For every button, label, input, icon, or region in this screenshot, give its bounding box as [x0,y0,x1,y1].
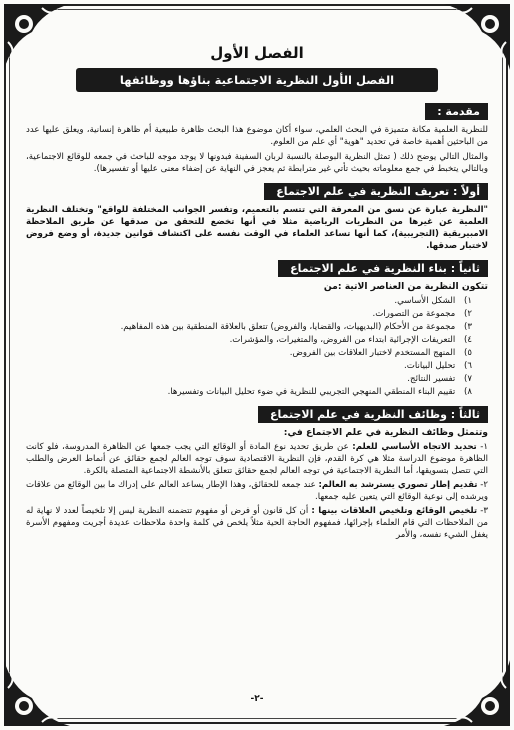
chapter-title: الفصل الأول [210,44,304,62]
section-heading-intro [26,100,488,120]
list-item-number: ٥) [464,348,472,358]
function-item [26,505,488,541]
function-item [26,441,488,477]
section-heading-label: أولاً : تعريف النظرية في علم الاجتماع [264,183,488,200]
list-item-number: ٢) [464,309,472,319]
list-item [26,386,472,398]
function-item-title: تحديد الاتجاه الأساسي للعلم: [352,442,477,452]
function-item-number: ٣- [480,506,489,516]
list-item-text: الشكل الأساسي. [394,296,456,306]
list-item-number: ٦) [464,361,472,371]
list-item-number: ١) [464,296,472,306]
list-item-number: ٣) [464,322,472,332]
list-item-text: تفسير النتائج. [407,374,456,384]
list-item [26,334,472,346]
function-item [26,479,488,503]
list-item-text: التعريفات الإجرائية ابتداء من الفروض، والمتغيرات، والمؤشرات. [229,335,456,345]
list-item-text: تقييم البناء المنطقي المنهجي التجريبي للنظرية في ضوء تحليل البيانات وتفسيرها. [167,387,456,397]
list-item-number: ٨) [464,387,472,397]
list-item [26,308,472,320]
function-item-title: تلخيص الوقائع وتلخيص العلاقات بينها : [311,506,478,516]
section-heading-definition [26,180,488,200]
list-item [26,347,472,359]
list-item [26,295,472,307]
intro-paragraph-1: للنظرية العلمية مكانة متميزة في البحث العلمي، سواء أكان موضوع هذا البحث ظاهرة طبيعية أم ظاهرة إنسانية، ويعلق عليها عدد من الباحثين أهمية خاصة في تحديد "هوية" أي علم من العلوم. [26,125,488,147]
section-heading-structure [26,257,488,277]
function-item-text: عن طريق تحديد نوع المادة أو الوقائع التي يجب جمعها عن الظاهرة المدروسة، فلو كانت الظاهرة موضوع الدراسة مثلا هي كرة القدم، فإن النظرية الاقتصادية سوف توجه العالم لجمع حقائق عن أنماط العرض والطلب التي تتصل بتسويقها، أما النظرية الاجتماعية في توجه العالم لجمع حقائق تتعلق بالأنشطة الاجتماعية المتصلة بالكرة. [26,442,488,476]
list-item [26,360,472,372]
page-content [26,40,488,706]
function-item-title: تقديم إطار تصوري يسترشد به العالم: [318,480,478,490]
section-heading-label: ثانياً : بناء النظرية في علم الاجتماع [278,260,488,277]
list-item-text: مجموعة من الأحكام (البديهيات، والقضايا، والفروض) تتعلق بالعلاقة المنطقية بين هذه المفاهيم. [120,322,456,332]
list-item-text: المنهج المستخدم لاختبار العلاقات بين الفروض. [289,348,456,358]
page-number: -٢- [250,694,264,704]
functions-lead: وتتمثل وظائف النظرية في علم الاجتماع في: [283,427,488,438]
structure-list [26,295,488,398]
list-item-number: ٧) [464,374,472,384]
structure-lead: تتكون النظرية من العناصر الاتية :من [323,281,488,292]
function-item-text: عند جمعه للحقائق، وهذا الإطار يساعد العالم على إدراك ما بين الوقائع من علاقات ويرشده إلى نوعية الوقائع التي يتعين عليه جمعها. [26,480,488,502]
intro-paragraph-2: والمثال التالي يوضح ذلك ( تمثل النظرية البوصلة بالنسبة لربان السفينة فبدونها لا يوجد موجه للباحث في جمعه للوقائع الاجتماعية، وبالتالي يتخبط في جمع معلوماته بحيث تأتي غير مترابطة ثم يعجز في النهاية عن إضفاء معنى عليها أو تفسيرها). [26,152,488,174]
list-item [26,373,472,385]
function-item-text: أن كل قانون أو فرض أو مفهوم تتضمنه النظرية ليس إلا تلخيصاً لعدد لا نهاية له من الملاحظات التي قام العلماء بإجرائها، فمفهوم الحاجة الحية مثلاً يلخص في كلمة واحدة ملاحظات عديدة أجريت ومفهوم الأسرة يغفل الشيء نفسه، والأمر [26,506,488,540]
definition-paragraph: "النظرية عبارة عن نسق من المعرفة التي تتسم بالتعميم، وتفسر الجوانب المختلفة للواقع" وتختلف النظرية العلمية عن غيرها من النظريات الرياضية مثلا في أنها تخضع للتحقق من صدقها عن طريق الملاحظة الامبيريقية (التجريبية)، كما أنها تساعد العلماء في الوقت نفسه على اكتشاف قوانين جديدة، أو وضع فروض لاختبار صدقها. [26,205,488,251]
section-heading-label: مقدمة : [425,103,488,120]
list-item [26,321,472,333]
list-item-text: مجموعة من التصورات. [372,309,456,319]
function-item-number: ٢- [480,480,488,490]
function-item-number: ١- [480,442,489,452]
section-heading-label: ثالثاً : وظائف النظرية في علم الاجتماع [258,406,488,423]
list-item-text: تحليل البيانات. [404,361,456,371]
list-item-number: ٤) [464,335,472,345]
section-heading-functions [26,403,488,423]
chapter-banner: الفصل الأول النظرية الاجتماعية بناؤها ووظائفها [76,68,438,92]
